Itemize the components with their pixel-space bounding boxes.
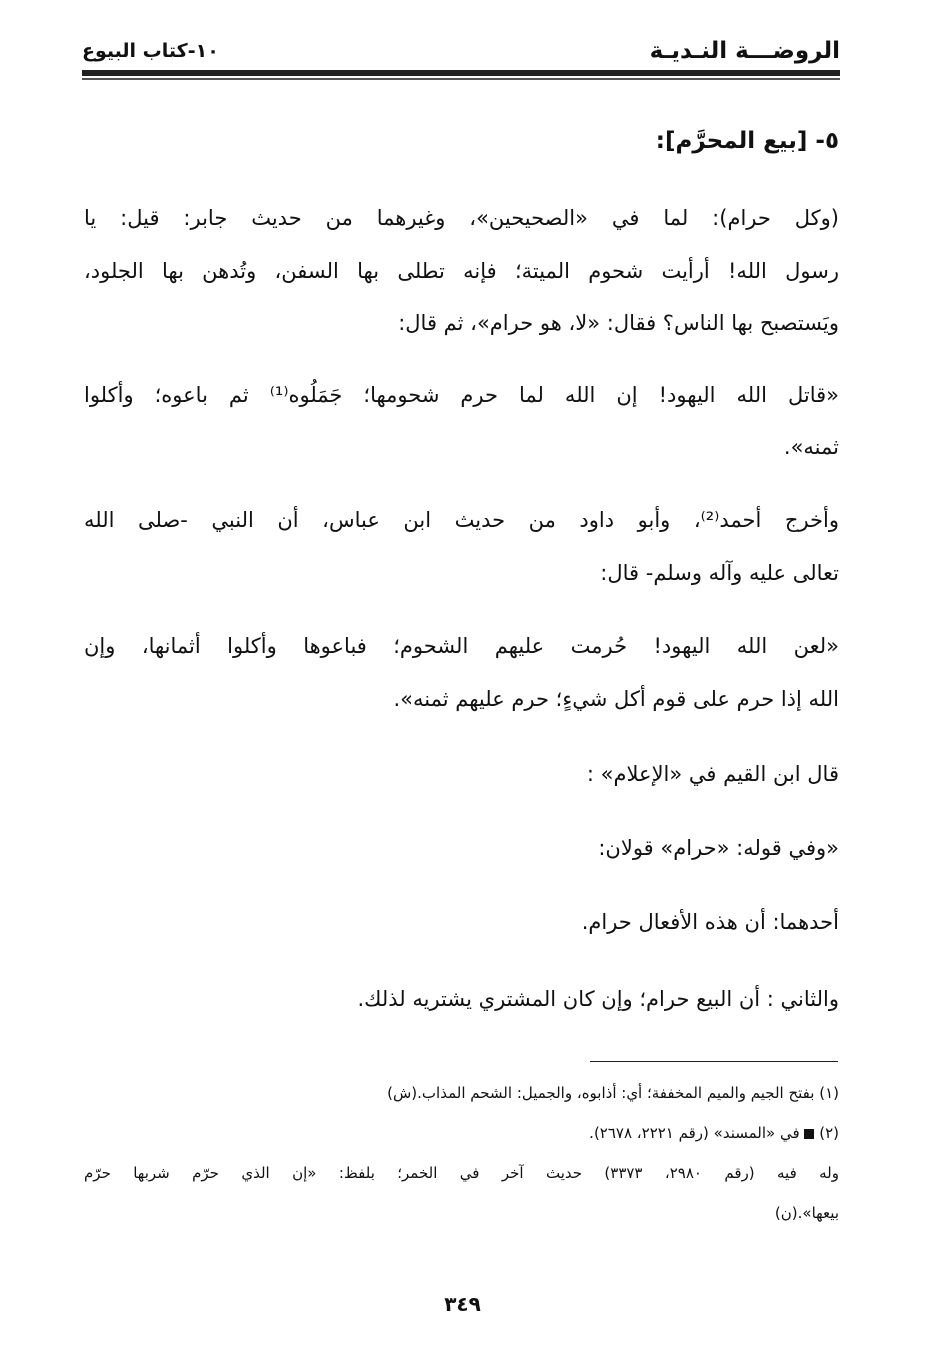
header-rule-thin (82, 78, 840, 80)
paragraph-1-line-3: ويَستصبح بها الناس؟ فقال: «لا، هو حرام»، ثم قال: (398, 311, 839, 335)
footnote-2 (589, 1124, 839, 1142)
page-number: ٣٤٩ (444, 1292, 481, 1316)
book-title: الروضـــة النـديـة (649, 38, 840, 64)
header-rule-thick (82, 70, 840, 76)
first-opinion: أحدهما: أن هذه الأفعال حرام. (581, 910, 839, 934)
chapter-title: ١٠-كتاب البيوع (82, 40, 219, 62)
hadith-quote-1-line-2: ثمنه». (783, 435, 839, 459)
footnote-3-line-1: وله فيه (رقم ٢٩٨٠، ٣٣٧٣) حديث آخر في الخمر؛ بلفظ: «إن الذي حرّم شربها حرّم (84, 1164, 839, 1182)
hadith-quote-2-line-1: «لعن الله اليهود! حُرمت عليهم الشحوم؛ فباعوها وأكلوا أثمانها، وإن (84, 634, 839, 658)
footnote-3-line-2: بيعها».(ن) (774, 1204, 839, 1222)
footnote-separator (590, 1061, 838, 1062)
ibn-qayyim-intro: قال ابن القيم في «الإعلام» : (586, 762, 839, 786)
footnote-2-number: (٢) (819, 1124, 839, 1142)
two-opinions-intro: «وفي قوله: «حرام» قولان: (598, 836, 839, 860)
paragraph-1-line-1: (وكل حرام): لما في «الصحيحين»، وغيرهما من حديث جابر: قيل: يا (84, 206, 839, 230)
second-opinion: والثاني : أن البيع حرام؛ وإن كان المشتري يشتريه لذلك. (357, 987, 839, 1011)
paragraph-3-line-1: وأخرج أحمد⁽²⁾، وأبو داود من حديث ابن عباس، أن النبي -صلى الله (84, 508, 839, 532)
paragraph-3-line-2: تعالى عليه وآله وسلم- قال: (600, 561, 839, 585)
hadith-quote-1-line-1: «قاتل الله اليهود! إن الله لما حرم شحومها؛ جَمَلُوه⁽¹⁾ ثم باعوه؛ وأكلوا (84, 383, 839, 407)
running-header (82, 34, 840, 68)
section-heading: ٥- [بيع المحرَّم]: (655, 128, 839, 154)
black-square-icon (804, 1129, 814, 1139)
paragraph-1-line-2: رسول الله! أرأيت شحوم الميتة؛ فإنه تطلى بها السفن، وتُدهن بها الجلود، (84, 259, 839, 283)
hadith-quote-2-line-2: الله إذا حرم على قوم أكل شيءٍ؛ حرم عليهم ثمنه». (393, 687, 839, 711)
footnote-2-text: في «المسند» (رقم ٢٢٢١، ٢٦٧٨). (589, 1124, 800, 1142)
footnote-1: (١) بفتح الجيم والميم المخففة؛ أي: أذابوه، والجميل: الشحم المذاب.(ش) (387, 1084, 839, 1102)
